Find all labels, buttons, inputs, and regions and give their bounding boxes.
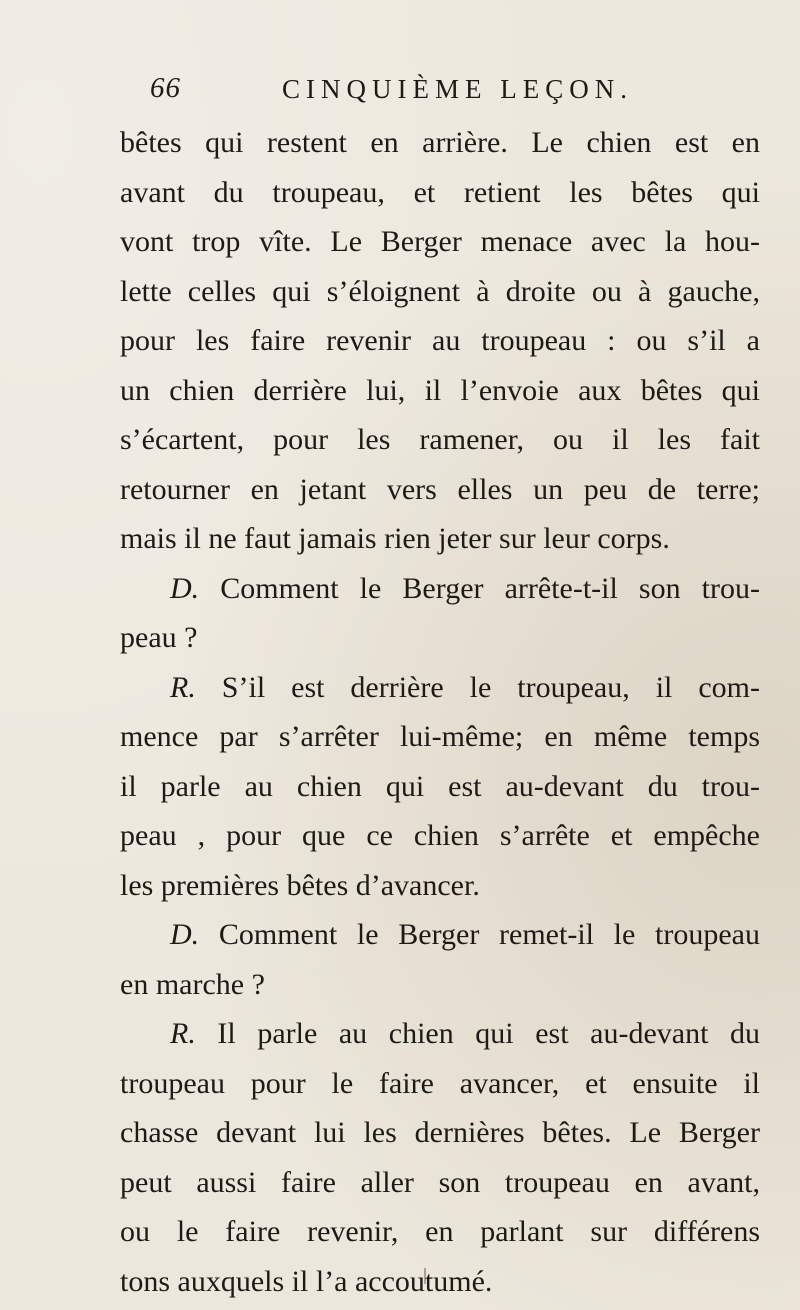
- line-text: peau ?: [120, 621, 198, 654]
- text-line: [120, 811, 760, 861]
- text-line: [120, 1158, 760, 1208]
- text-line: [120, 415, 760, 465]
- line-text: Il parle au chien qui est au-devant du: [195, 1017, 760, 1050]
- text-line: [120, 217, 760, 267]
- line-text: retourner en jetant vers elles un peu de terre;: [120, 472, 760, 506]
- text-line: [120, 1059, 760, 1109]
- line-text: ou le faire revenir, en parlant sur différens: [120, 1215, 760, 1248]
- text-line: [120, 861, 760, 911]
- ink-speck: [424, 1268, 426, 1284]
- text-line: [120, 1207, 760, 1257]
- line-text: avant du troupeau, et retient les bêtes qui: [120, 175, 760, 209]
- text-line: [120, 663, 760, 713]
- line-text: il parle au chien qui est au-devant du trou-: [120, 769, 760, 803]
- line-text: troupeau pour le faire avancer, et ensuite il: [120, 1066, 760, 1100]
- line-text: les premières bêtes d’avancer.: [120, 868, 480, 902]
- line-text: mais il ne faut jamais rien jeter sur leur corps.: [120, 522, 670, 555]
- line-text: mence par s’arrêter lui-même; en même temps: [120, 720, 760, 753]
- text-line: [120, 514, 760, 564]
- line-text: lette celles qui s’éloignent à droite ou à gauche,: [120, 274, 760, 308]
- line-text: en marche ?: [120, 967, 265, 1001]
- text-line: [120, 267, 760, 317]
- line-text: peau , pour que ce chien s’arrête et empêche: [120, 819, 760, 852]
- line-text: tons auxquels il l’a accoutumé.: [120, 1264, 493, 1298]
- running-head: CINQUIÈME LEÇON.: [282, 74, 633, 104]
- text-line: [120, 118, 760, 168]
- speaker-label: D.: [170, 571, 200, 605]
- line-text: S’il est derrière le troupeau, il com-: [195, 670, 760, 704]
- page-header: [150, 72, 710, 112]
- text-line: [120, 366, 760, 416]
- text-line: [120, 910, 760, 960]
- text-line: [120, 1009, 760, 1059]
- text-line: [120, 1257, 760, 1307]
- text-line: [120, 168, 760, 218]
- line-text: pour les faire revenir au troupeau : ou s’il a: [120, 324, 760, 357]
- speaker-label: R.: [170, 670, 196, 704]
- line-text: bêtes qui restent en arrière. Le chien est en: [120, 126, 760, 159]
- line-text: s’écartent, pour les ramener, ou il les fait: [120, 423, 760, 456]
- speaker-label: R.: [170, 1017, 196, 1050]
- line-text: vont trop vîte. Le Berger menace avec la hou-: [120, 225, 760, 258]
- line-text: Comment le Berger remet-il le troupeau: [199, 918, 760, 951]
- text-line: [120, 960, 760, 1010]
- text-line: [120, 564, 760, 614]
- line-text: un chien derrière lui, il l’envoie aux bêtes qui: [120, 373, 760, 407]
- text-line: [120, 316, 760, 366]
- line-text: Comment le Berger arrête-t-il son trou-: [199, 571, 760, 605]
- text-line: [120, 712, 760, 762]
- line-text: peut aussi faire aller son troupeau en avant,: [120, 1165, 760, 1199]
- text-line: [120, 1108, 760, 1158]
- page-number: 66: [150, 72, 181, 104]
- text-line: [120, 613, 760, 663]
- speaker-label: D.: [170, 918, 200, 951]
- body-text: [120, 118, 760, 1306]
- text-line: [120, 762, 760, 812]
- text-line: [120, 465, 760, 515]
- line-text: chasse devant lui les dernières bêtes. Le Berger: [120, 1116, 760, 1149]
